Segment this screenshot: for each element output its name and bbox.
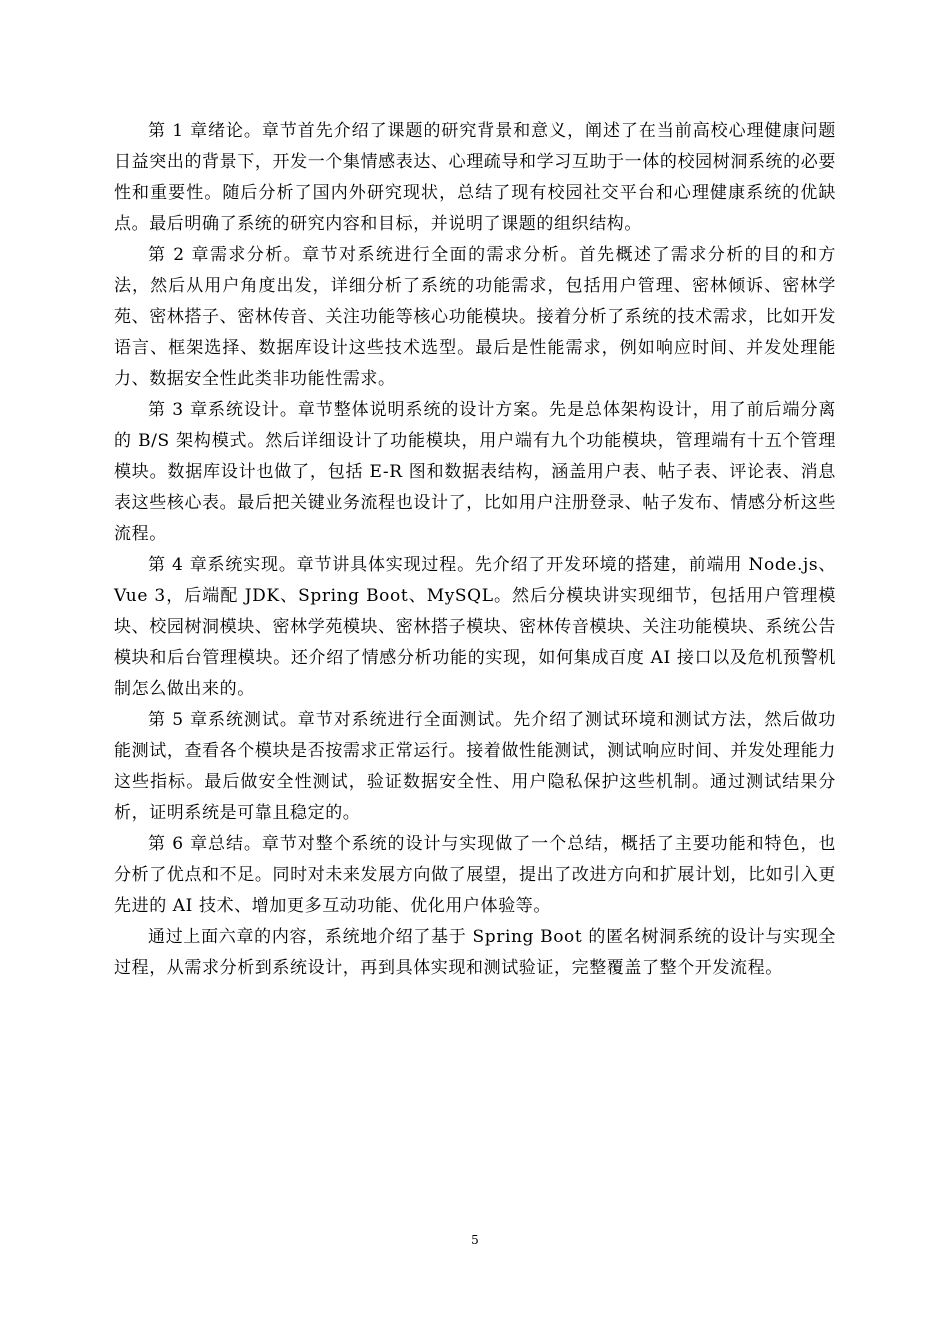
page-number: 5	[471, 1233, 479, 1247]
body-text	[114, 116, 836, 984]
paragraph-chapter-3: 第 3 章系统设计。章节整体说明系统的设计方案。先是总体架构设计，用了前后端分离的 B/S 架构模式。然后详细设计了功能模块，用户端有九个功能模块，管理端有十五个管理模块。数据库设计也做了，包括 E-R 图和数据表结构，涵盖用户表、帖子表、评论表、消息表这些核心表。最后把关键业务流程也设计了，比如用户注册登录、帖子发布、情感分析这些流程。	[114, 400, 836, 544]
paragraph-chapter-1: 第 1 章绪论。章节首先介绍了课题的研究背景和意义，阐述了在当前高校心理健康问题日益突出的背景下，开发一个集情感表达、心理疏导和学习互助于一体的校园树洞系统的必要性和重要性。随后分析了国内外研究现状，总结了现有校园社交平台和心理健康系统的优缺点。最后明确了系统的研究内容和目标，并说明了课题的组织结构。	[114, 121, 836, 234]
paragraph-chapter-6: 第 6 章总结。章节对整个系统的设计与实现做了一个总结，概括了主要功能和特色，也分析了优点和不足。同时对未来发展方向做了展望，提出了改进方向和扩展计划，比如引入更先进的 AI 技术、增加更多互动功能、优化用户体验等。	[114, 834, 836, 916]
paragraph-chapter-4: 第 4 章系统实现。章节讲具体实现过程。先介绍了开发环境的搭建，前端用 Node.js、Vue 3，后端配 JDK、Spring Boot、MySQL。然后分模块讲实现细节，包括用户管理模块、校园树洞模块、密林学苑模块、密林搭子模块、密林传音模块、关注功能模块、系统公告模块和后台管理模块。还介绍了情感分析功能的实现，如何集成百度 AI 接口以及危机预警机制怎么做出来的。	[114, 555, 836, 699]
paragraph-chapter-5: 第 5 章系统测试。章节对系统进行全面测试。先介绍了测试环境和测试方法，然后做功能测试，查看各个模块是否按需求正常运行。接着做性能测试，测试响应时间、并发处理能力这些指标。最后做安全性测试，验证数据安全性、用户隐私保护这些机制。通过测试结果分析，证明系统是可靠且稳定的。	[114, 710, 836, 823]
paragraph-chapter-2: 第 2 章需求分析。章节对系统进行全面的需求分析。首先概述了需求分析的目的和方法，然后从用户角度出发，详细分析了系统的功能需求，包括用户管理、密林倾诉、密林学苑、密林搭子、密林传音、关注功能等核心功能模块。接着分析了系统的技术需求，比如开发语言、框架选择、数据库设计这些技术选型。最后是性能需求，例如响应时间、并发处理能力、数据安全性此类非功能性需求。	[114, 245, 836, 389]
paragraph-summary: 通过上面六章的内容，系统地介绍了基于 Spring Boot 的匿名树洞系统的设计与实现全过程，从需求分析到系统设计，再到具体实现和测试验证，完整覆盖了整个开发流程。	[114, 927, 836, 978]
